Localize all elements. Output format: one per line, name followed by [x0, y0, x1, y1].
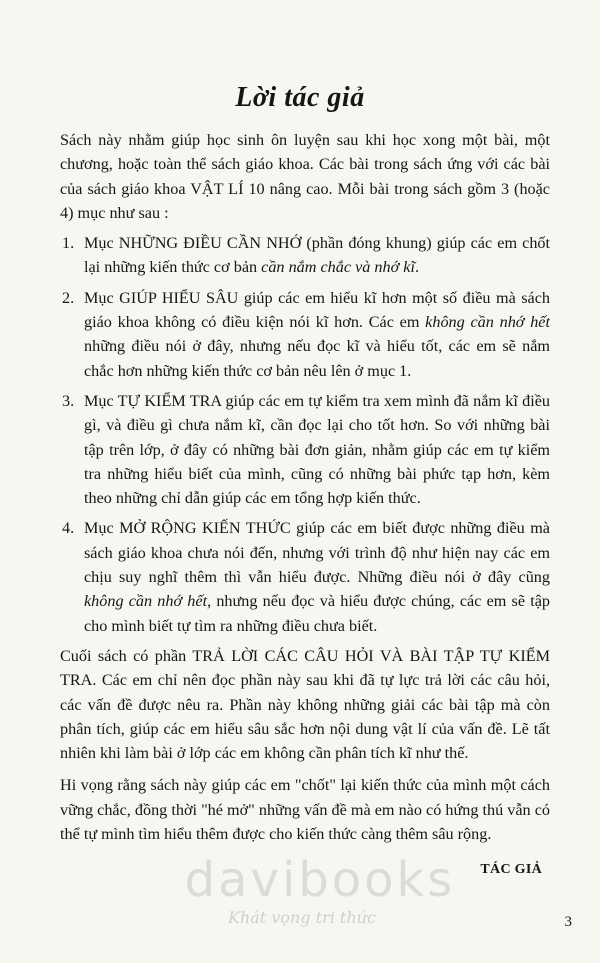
- page-number: 3: [564, 914, 572, 930]
- list-item: [60, 389, 550, 510]
- body-text: [60, 128, 550, 846]
- list-item-emphasis: không cần nhớ hết: [425, 313, 550, 332]
- list-item-number: 3.: [62, 391, 75, 410]
- section-list: [60, 231, 550, 638]
- list-item-text-end: , nhưng nếu đọc và hiểu được chúng, các em sẽ tập cho mình biết tự tìm ra những điều chưa biết.: [84, 592, 550, 635]
- list-item-text-end: .: [415, 258, 420, 277]
- list-item-text: Mục TỰ KIỂM TRA giúp các em tự kiểm tra xem mình đã nắm kĩ điều gì, và điều gì chưa nắm kĩ, cần đọc lại cho tốt hơn. So với những bài tập trên lớp, ở đây có những bài đơn giản, nhằm giúp các em tự kiểm tra những hiểu biết của mình, cũng có những bài phức tạp hơn, kèm theo những chỉ dẫn giúp các em tổng hợp kiến thức.: [84, 391, 550, 508]
- closing-paragraph: Hi vọng rằng sách này giúp các em "chốt" lại kiến thức của mình một cách vững chắc, đồng thời "hé mở" những vấn đề mà em nào có hứng thú vẫn có thể tự mình tìm hiểu thêm được cho kiến thức càng thêm sâu rộng.: [60, 776, 550, 844]
- list-item-text-end: những điều nói ở đây, nhưng nếu đọc kĩ và hiểu tốt, các em sẽ nắm chắc hơn những kiến thức cơ bản nêu lên ở mục 1.: [84, 337, 550, 380]
- list-item: [60, 516, 550, 637]
- list-item-emphasis: không cần nhớ hết: [84, 592, 208, 611]
- list-item: [60, 231, 550, 280]
- intro-paragraph: Sách này nhằm giúp học sinh ôn luyện sau khi học xong một bài, một chương, hoặc toàn thể sách giáo khoa. Các bài trong sách ứng với các bài của sách giáo khoa VẬT LÍ 10 nâng cao. Mỗi bài trong sách gồm 3 (hoặc 4) mục như sau :: [60, 131, 550, 222]
- list-item-number: 4.: [62, 519, 75, 538]
- answers-paragraph: Cuối sách có phần TRẢ LỜI CÁC CÂU HỎI VÀ BÀI TẬP TỰ KIỂM TRA. Các em chỉ nên đọc phần này sau khi đã tự lực trả lời các câu hỏi, các vấn đề được nêu ra. Phần này không những giải các bài tập mà còn phân tích, giúp các em hiểu sâu sắc hơn nội dung vật lí của vấn đề. Lẽ tất nhiên khi làm bài ở lớp các em không cần phân tích kĩ như thế.: [60, 646, 550, 763]
- list-item-text: Mục GIÚP HIỂU SÂU giúp các em hiểu kĩ hơn một số điều mà sách giáo khoa không có điều kiện nói kĩ hơn. Các em: [84, 288, 550, 332]
- author-signature: TÁC GIẢ: [480, 862, 542, 877]
- list-item-text: Mục MỞ RỘNG KIẾN THỨC giúp các em biết được những điều mà sách giáo khoa chưa nói đến, nhưng với trình độ như hiện nay các em chịu suy nghĩ thêm thì vẫn hiểu được. Những điều nói ở đây cũng: [84, 519, 550, 587]
- list-item-text: Mục NHỮNG ĐIỀU CẦN NHỚ (phần đóng khung) giúp các em chốt lại những kiến thức cơ bản: [84, 234, 550, 277]
- list-item-emphasis: cần nắm chắc và nhớ kĩ: [261, 258, 415, 277]
- list-item-number: 1.: [62, 234, 75, 253]
- watermark-logo: davibooks: [184, 852, 456, 908]
- list-item: [60, 286, 550, 383]
- watermark-tagline: Khát vọng tri thức: [228, 908, 376, 927]
- list-item-number: 2.: [62, 288, 75, 307]
- page-title: Lời tác giả: [235, 82, 365, 113]
